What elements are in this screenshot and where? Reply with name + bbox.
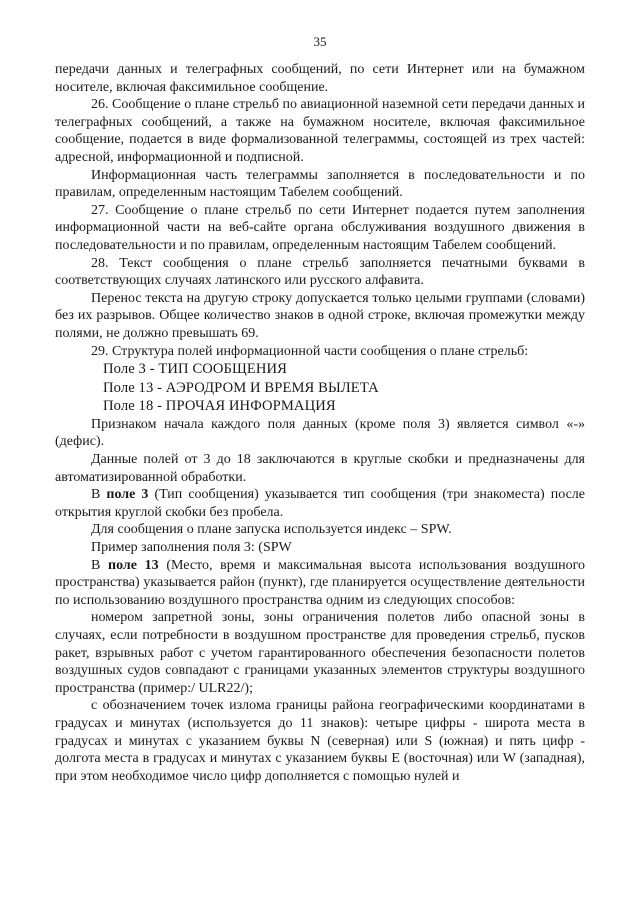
field-13-intro: В xyxy=(91,557,109,573)
field-3-intro: В xyxy=(91,487,107,503)
paragraph-29: 29. Структура полей информационной части сообщения о плане стрельб: xyxy=(91,343,529,359)
paragraph-info-part: Информационная часть телеграммы заполняется в последовательности и по правилам, определенным настоящим Табелем сообщений. xyxy=(55,167,585,201)
paragraph-zone-number: номером запретной зоны, зоны ограничения полетов либо опасной зоны в случаях, если потребности в воздушном пространстве для проведения стрельб, пусков ракет, взрывных работ с учетом гарантированного обеспечения безопасности полетов воздушных судов совпадают с границами указанных элементов структуры воздушного пространства (пример:/ ULR22/); xyxy=(55,610,585,696)
paragraph-28: 28. Текст сообщения о плане стрельб заполняется печатными буквами в соответствующих случаях латинского или русского алфавита. xyxy=(55,255,585,289)
paragraph-continuation: передачи данных и телеграфных сообщений, по сети Интернет или на бумажном носителе, включая факсимильное сообщение. xyxy=(55,62,585,95)
page-number: 35 xyxy=(313,34,327,49)
paragraph-27: 27. Сообщение о плане стрельб по сети Интернет подается путем заполнения информационной части на веб-сайте органа обслуживания воздушного движения в последовательности и по правилам, определенным настоящим Табелем сообщений. xyxy=(55,202,585,253)
field-3-label: поле 3 xyxy=(106,487,149,503)
field-13-text: (Место, время и максимальная высота использования воздушного пространства) указывается район (пункт), где планируется осуществление деятельности по использованию воздушного пространства одним из следующих способов: xyxy=(55,557,586,608)
paragraph-field-3-example: Пример заполнения поля 3: (SPW xyxy=(91,540,292,556)
field-3-text: (Тип сообщения) указывается тип сообщения (три знакоместа) после открытия круглой скобки без пробела. xyxy=(55,487,585,520)
field-3-line: Поле 3 - ТИП СООБЩЕНИЯ xyxy=(103,361,287,378)
paragraph-field-start-symbol: Признаком начала каждого поля данных (кроме поля 3) является символ «-» (дефис). xyxy=(55,416,585,450)
paragraph-fields-brackets: Данные полей от 3 до 18 заключаются в круглые скобки и предназначены для автоматизированной обработки. xyxy=(55,452,585,485)
document-body xyxy=(55,61,585,785)
paragraph-field-13 xyxy=(55,557,585,610)
paragraph-26: 26. Сообщение о плане стрельб по авиационной наземной сети передачи данных и телеграфных сообщений, а также на бумажном носителе, включая факсимильное сообщение, подается в виде формализованной телеграммы, состоящей из трех частей: адресной, информационной и подписной. xyxy=(55,97,585,165)
paragraph-field-3 xyxy=(55,486,585,521)
field-18-line: Поле 18 - ПРОЧАЯ ИНФОРМАЦИЯ xyxy=(103,398,336,415)
paragraph-coordinates: с обозначением точек излома границы района географическими координатами в градусах и минутах (используется до 11 знаков): четыре цифры - широта места в градусах и минутах с указанием буквы N (северная) или S (южная) и пять цифр - долгота места в градусах и минутах с указанием буквы E (восточная) или W (западная), при этом необходимое число цифр дополняется с помощью нулей и xyxy=(55,698,585,784)
field-13-label: поле 13 xyxy=(108,557,159,573)
field-13-line: Поле 13 - АЭРОДРОМ И ВРЕМЯ ВЫЛЕТА xyxy=(103,379,379,396)
paragraph-spw-index: Для сообщения о плане запуска используется индекс – SPW. xyxy=(91,522,452,538)
paragraph-line-wrap: Перенос текста на другую строку допускается только целыми группами (словами) без их разрывов. Общее количество знаков в одной строке, включая промежутки между полями, не должно превышать 69. xyxy=(55,290,585,341)
